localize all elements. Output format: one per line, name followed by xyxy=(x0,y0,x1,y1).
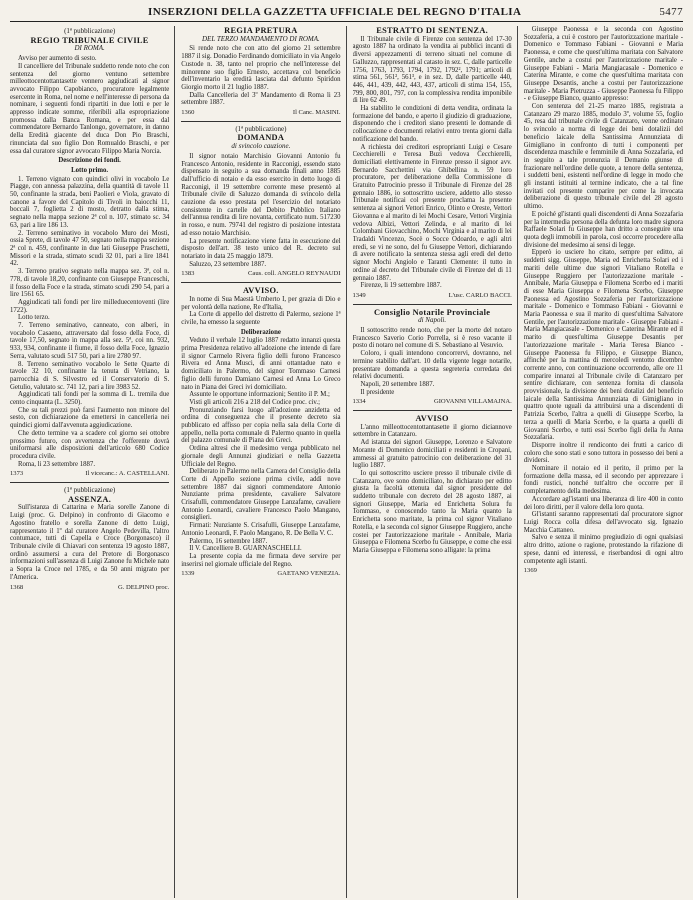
notice-paragraph: Coloro, i quali intendono concorrervi, dovranno, nel termine stabilito dall'art. 10 della vigente legge notarile, presentare domanda a questa segreteria corredata dei relativi documenti. xyxy=(352,350,512,381)
section-divider xyxy=(181,282,340,283)
notice-paragraph: 7. Terreno seminativo, canneato, con alberi, in vocabolo Casaeno, attraversato dal fosso della Foce, di tavole 17,50, segnato in mappa alla sez. 5ª, coi nn. 932, 933, 934, confinante il fiume, il fosso della Foce, Ignazio Serra, valutato scudi 517 50, pari a lire 2780 97. xyxy=(10,322,170,360)
notice-paragraph: Saluzzo, 23 settembre 1887. xyxy=(189,260,267,268)
notice-signature-row xyxy=(353,292,512,300)
notice-paragraph: Nominare il notaio ed il perito, il primo per la formazione della massa, ed il secondo per apprezzare i fondi rustici, nonché tutt'altro che occorre per il completamento della medesima. xyxy=(523,465,683,496)
notice-paragraph: Dalla Cancelleria del 3º Mandamento di Roma li 23 settembre 1887. xyxy=(181,91,341,107)
notice-paragraph: Avviso per aumento di sesto. xyxy=(18,55,97,63)
header-title: INSERZIONI DELLA GAZZETTA UFFICIALE DEL REGNO D'ITALIA xyxy=(148,6,522,18)
section-divider xyxy=(10,482,169,483)
notice xyxy=(181,27,340,117)
notice-paragraph: Accordare agl'istanti una liberanza di lire 400 in conto dei loro diritti, per il valore della loro quota. xyxy=(523,495,683,511)
lot-heading: Lotto primo. xyxy=(71,166,109,174)
notice-paragraph: Napoli, 20 settembre 1887. xyxy=(360,380,435,388)
notice-paragraph: Salvo e senza il minimo pregiudizio di ogni qualsiasi altro dritto, azione o ragione, protestando la rifazione di spese, danni ed interessi, e riserbandosi di ogni altro competente agli istanti. xyxy=(523,534,683,565)
notice-signature-row xyxy=(353,398,512,406)
notice-title: REGIA PRETURA xyxy=(224,26,298,35)
columns-container xyxy=(10,26,683,898)
notice-paragraph: 8. Terreno seminativo vocabolo le Sette Quarte di tavole 32 10, confinante la tenuta di Vetriano, la parrocchia di S. Silvestro ed il Conservatorio di S. Getulio, valutato sc. 741 12, pari a lire 3983 52. xyxy=(10,360,170,391)
notice-subtitle: di Napoli. xyxy=(418,316,447,325)
notice-number: 1373 xyxy=(10,470,24,478)
notice-paragraph: Il Tribunale civile di Firenze con sentenza del 17-30 agosto 1887 ha ordinato la vendita ai pubblici incanti di diversi appezzamenti di terreno situati nel comune di Galluzzo, rappresentati al catasto in sez. C, dalle particelle 1756, 1763, 1793, 1794, 1792, 1792², 1791; articoli di stima 561, 561², 561³, e in sez. D, dalle particelle 440, 446, 441, 439, 442, 443, 437, articoli di stima 154, 155, 799, 800, 801, 797, con la complessiva rendita imponibile di lire 62 49. xyxy=(352,35,512,105)
notice-paragraph: Il signor notaio Marchisio Giovanni Antonio fu Francesco Antonio, residente in Racconigi, essendo stato dispensato in seguito a sua domanda finali anno 1885 dall'ufficio di notaio e da esso esercito in detto luogo di Racconigi, il 19 settembre corrente mese presentò al Tribunale civile di Saluzzo domanda di svincolo della cauzione da esso prestata pel l'esercizio del notariato consistente in cartelle del Debito Pubblico Italiano dell'annua rendita di lire novanta, certificato num. 517230 in rosso, e num. 79741 del registro di posizione intestata ad esso notaio Marchisio. xyxy=(181,152,341,237)
notice-paragraph: Ha stabilito le condizioni di detta vendita, ordinata la formazione del bando, e aperto il giudizio di graduazione, disponendo che i creditori siano presenti le domande di collocazione e documenti relativi entro trenta giorni dalla notificazione del bando. xyxy=(352,105,512,143)
notice xyxy=(181,287,340,578)
notice-paragraph: Il cancelliere del Tribunale suddetto rende noto che con sentenza del giorno ventuno settembre milleottocentottantasette vennero aggiudicati al signor avvocato Filippo Capobianco, procuratore legalmente esercente in Roma, nel nome e nell'interesse di persona da nominare, i seguenti fondi ripartiti in due lotti e per le appresso indicate somme, riferibili alla espropriazione promossa dalla Banca Romana, e per essa dal commendatore Bernardo Tanlongo, governatore, in danno della Eredità giacente del duca Don Pio Braschi, rinunciata dal suo figlio Don Romualdo Braschi, e per essa dal curatore signor avvocato Filippo Maria Norcia. xyxy=(10,62,170,155)
notice-subtitle: DI ROMA. xyxy=(74,44,105,53)
notice-number: 1368 xyxy=(10,583,24,591)
notice-publication-label: (1ª pubblicazione) xyxy=(64,486,116,495)
notice-paragraph: 3. Terreno prativo segnato nella mappa sez. 3ª, col n. 778, di tavole 18,20, confinante con Giuseppe Franceschi, il fosso della Foce e la strada, stimato scudi 290 54, pari a lire 1561 65. xyxy=(10,268,170,299)
notice-signature: GIOVANNI VILLAMAJNA. xyxy=(433,398,512,406)
notice-paragraph: Aggiudicati tali fondi per lire milleduecentoventi (lire 1722). xyxy=(10,298,170,314)
notice-signature: G. DELPINO proc. xyxy=(117,583,170,591)
notice-paragraph: Firenze, li 19 settembre 1887. xyxy=(360,282,442,290)
section-divider xyxy=(353,410,512,411)
notice-number: 1339 xyxy=(181,570,195,578)
notice-title: ASSENZA. xyxy=(68,494,112,504)
notice-paragraph: La presente notificazione viene fatta in esecuzione del disposto dell'art. 38 testo unico del R. decreto sul notariato in data 25 maggio 1879. xyxy=(181,237,341,260)
notice-signature-row xyxy=(524,567,683,575)
notice-paragraph: La presente copia da me firmata deve servire per inserirsi nel giornale ufficiale del Regno. xyxy=(181,553,341,568)
notice-paragraph: Assunte le opportune informazioni; Sentito il P. M.; xyxy=(189,391,330,399)
notice-paragraph: Lotto terzo. xyxy=(18,314,50,322)
notice-paragraph: Il V. Cancelliere B. GUARNASCHELLI. xyxy=(189,545,302,553)
notice-paragraph: 1. Terreno vignato con quindici olivi in vocabolo Le Piagge, con annessa palazzina, della quantità di tavole 11 50, confinante la strada, beni Paolieri e Viola, gravato di canone a favore del Capitolo di Tivoli in baiocchi 11, boccali 7, foglietta 2 di mosto, detratto dalla stima, segnato nella mappa sezione 2ª col n. 107, stimato sc. 34 63, pari a lire 186 13. xyxy=(10,175,170,229)
notice-paragraph: Con sentenza del 21-25 marzo 1885, registrata a Catanzaro 29 marzo 1885, modulo 3º, volume 55, foglio 45, resa dal tribunale civile di Catanzaro, venne ordinato lo svincolo a norma di legge dei beni dotalizii del beneficio laicale della Santissima Annunziata di Gimigliano in confronto di tutti i componenti per discendenza maschile e femminile di Anna Sozzafaria, ed in seguito a tale pronunzia il Demanio giunse di frazionare nell'ordine delle quote, a tenore della sentenza, i suddetti beni, esistenti nell'ordine di legge in modo che gli instanti istituiti al termine indicato, che a tal fine invitati col presente comparire per come la invocata deliberazione di questo tribunale civile del 28 agosto ultimo. xyxy=(523,103,683,211)
notice-signature: Caus. coll. ANGELO REYNAUDI xyxy=(248,270,341,278)
notice-paragraph: Ordina altresì che il medesimo venga pubblicato nel giornale degli Annunzi giudiziari e nella Gazzetta Ufficiale del Regno. xyxy=(181,445,341,468)
notice-number: 1369 xyxy=(523,567,537,575)
notice-signature-row xyxy=(181,570,340,578)
notice-paragraph: Che su tali prezzi può farsi l'aumento non minore del sesto, con dichiarazione da emettersi in cancelleria nei quindici giorni dall'avvenuta aggiudicazione. xyxy=(10,406,170,430)
notice-subheading: Deliberazione xyxy=(240,328,281,336)
notice-number: 1334 xyxy=(352,398,366,406)
notice-paragraph: A richiesta dei creditori esproprianti Luigi e Cesare Cecchierelli e Teresa Buzi vedova Cecchierelli, domiciliati elettivamente in Firenze presso il signor avv. Bernardo Sacchettini via Ghibellina n. 59 loro procuratore, per deliberazione della Commissione di Gratuito Patrocinio presso il Tribunale di Firenze del 28 gennaio 1886, io sottoscritto usciere, addetto allo stesso Tribunale notificai col presente proclama la presente sentenza ai signori Vettori Enrico, Olinto e Oreste, Vettori Giovanna e al marito di lei Mochi Cesare, Vettori Virginia vedova Albizi, Vettori Zelinda, e al marito di lei Colombani Giovacchino, Mochi Virginia e al marito di lei Tradaldi Vincenzo, Socè o Socce Odoardo, e agli altri eredi, se vi ne sono, del fu Giuseppe Vettori, dichiarando di avere notificato la sentenza stessa agli eredi del detto signor Mochi Angiolo e Taranti Clemente: il tutto in ordine al decreto del Tribunale civile di Firenze del di 11 gennaio 1887. xyxy=(352,143,512,282)
notice-paragraph: In nome di Sua Maestà Umberto I, per grazia di Dio e per volontà della nazione, Re d'Italia, xyxy=(181,295,341,311)
notice-title: DOMANDA xyxy=(237,133,285,143)
notice xyxy=(353,309,512,406)
notice-paragraph: Io qui sottoscritto usciere presso il tribunale civile di Catanzaro, ove sono domiciliato, ho dichiarato per editto giusta la facoltà ottenuta dal signor presidente del suddetto tribunale con decreto del 28 agosto 1887, ai signori Giuseppe, Maria ed Enrichetta Solura fu Tommaso, e conoscendo tanto la Maria quanto la Enrichetta sono maritate, la prima col signor Vitaliano Rotella, e la seconda col signor Giuseppe Ruggiero, anche costei per l'autorizzazione maritale - Annibale, Maria Giuseppa e Filomena Scerbo fu Giuseppe, e come che essi Maria Giuseppa e Filomena sono alligate: la prima xyxy=(352,469,512,554)
section-divider xyxy=(353,304,512,305)
notice-paragraph: Visti gli articoli 216 a 218 del Codice proc. civ.; xyxy=(189,398,320,406)
notice-signature: GAETANO VENEZIA. xyxy=(277,570,341,578)
notice-signature-row xyxy=(10,584,169,592)
notice xyxy=(10,487,169,591)
column-3 xyxy=(353,26,518,898)
notice-paragraph: Il presidente xyxy=(360,388,395,396)
notice-title: Consiglio Notarile Provinciale xyxy=(373,307,491,317)
notice-title: AVVISO xyxy=(415,414,449,424)
notice-publication-label: (1ª pubblicazione) xyxy=(235,124,287,133)
notice xyxy=(10,28,169,478)
notice-number: 1349 xyxy=(352,291,366,299)
notice-paragraph: 2. Terreno seminativo in vocabolo Muro dei Mosti, ossia Sprete, di tavole 47 50, segnato nella mappa sezione 2ª col n. 459, confinante in due lati Giuseppe Praschetti, Missori e la strada, stimato scudi 32 01, pari a lire 1841 42. xyxy=(10,229,170,268)
notice-paragraph: L'anno milleottocentottantasette il giorno diciannove settembre in Catanzaro. xyxy=(352,423,512,439)
notice-signature-row xyxy=(181,270,340,278)
notice-signature: Il vicecanc.: A. CASTELLANI. xyxy=(85,470,170,478)
notice-paragraph: Aggiudicati tali fondi per la somma di L. tremila due cento cinquanta (L. 3250). xyxy=(10,391,170,407)
notice-paragraph: Deliberato in Palermo nella Camera del Consiglio della Corte di Appello sezione prima civile, addì nove settembre 1887 dai signori commendatore Antonio Nunziante prima presidente, cavaliere Salvatore Crisafulli, commendatore Giuseppe Lanzafame, cavaliere Antonio Leonardi, cavaliere Francesco Paolo Mangano, consiglieri. xyxy=(181,468,341,522)
section-divider xyxy=(181,121,340,122)
notice-paragraph: Roma, li 23 settembre 1887. xyxy=(18,460,96,468)
notice-subheading: Descrizione dei fondi. xyxy=(58,157,121,165)
notice-title: AVVISO. xyxy=(243,286,279,296)
notice xyxy=(353,415,512,555)
notice-paragraph: Ad istanza dei signori Giuseppe, Lorenzo e Salvatore Morante di Domenico domiciliati e residenti in Cropani, ammessi al gratuito patrocinio con deliberazione del 31 luglio 1887. xyxy=(352,439,512,470)
column-4 xyxy=(524,26,683,898)
notice xyxy=(524,26,683,575)
notice-paragraph: Si rende noto che con atto del giorno 21 settembre 1887 il sig. Donadio Ferdinando domiciliato in via Angelo Custode n. 38, tanto nel proprio che nell'interesse del minorenne suo figlio Ernesto, accettava col beneficio dell'inventario la eredità lasciata dal defunto Spiridon Giorgio morto il 21 luglio 1887. xyxy=(181,45,341,91)
notice-paragraph: Palermo, 16 settembre 1887. xyxy=(189,537,268,545)
notice xyxy=(353,27,512,300)
notice-paragraph: Gl'istanti saranno rappresentati dal procuratore signor Luigi Rocca colla difesa dell'avvocato sig. Ignazio Macchia Cattaneo. xyxy=(523,511,683,534)
notice-paragraph: Disporre inoltre il rendiconto dei frutti a carico di coloro che sono stati e sono tuttora in possesso dei beni a dividersi. xyxy=(523,441,683,465)
notice-signature: Il Canc. MASINI. xyxy=(292,109,341,117)
notice-title: REGIO TRIBUNALE CIVILE xyxy=(30,35,149,45)
notice-paragraph: E poiché gl'istanti quali discendenti di Anna Sozzafaria per la intermedia persona della defunta loro madre signora Raffaele Solari fu Giuseppe han dritto a conseguire una quota degli immobili in parola, così occorre procedere alla divisione del medesimo ai sensi di legge. xyxy=(523,210,683,249)
notice-signature-row xyxy=(181,109,340,117)
notice-number: 1383 xyxy=(181,270,195,278)
notice-paragraph: Firmati: Nunziante S. Crisafulli, Giuseppe Lanzafame, Antonio Leonardi, F. Paolo Mangano, R. De Bella V. C. xyxy=(181,522,341,537)
page-header xyxy=(10,6,683,22)
notice-paragraph: Giuseppe Paonessa e la seconda con Agostino Sozzaferia, a cui è costoro per l'autorizzazione maritale - Domenico e Tommaso Fabiani - Giovanni e Maria Paonessa, e come che quest'ultima maritata con Salvatore Gentile, anche a costui per l'autorizzazione maritale - Giuseppe Fabiani - Maria Mangiacasale - Domenico e Caterina Mirante, e come che quest'ultima maritata con Giuseppe Desantis, anche a costui per l'autorizzazione maritale - Maria Pietruzza - Giuseppe Paonessa fu Filippo - e Giuseppe Bianco, quanto appresso: xyxy=(523,26,683,103)
notice-paragraph: Epperò io usciere ho citato, sempre per editto, ai suddetti sigg. Giuseppe, Maria ed Enrichetta Solari ed i mariti delle ultime due signori Vitaliano Rotella e Giuseppe Ruggiero per l'autorizzazione maritale - Annibale, Maria Giuseppa e Filomena Scerbo ed i mariti di esse Maria Giuseppa e Filomena Scerbo, Giuseppe Paonessa ed Agostino Sozzaferia per l'autorizzazione maritale - Domenico e Tommaso Fabiani - Giovanni e Maria Paonessa e sua il marito di quest'ultima Salvatore Gentile, per l'autorizzazione maritale - Giuseppe Fabiani - Maria Mangiacasale - Domenico e Caterina Mirante ed il marito di quest'ultima Giuseppe Desantis per l'autorizzazione maritale - Maria Teresa Bianco - Giuseppe Paonessa fu Filippo, e Giuseppe Bianco, affinché per la mattina di mercoledì ventotto dicembre corrente anno, con continuazione occorrendo, alle ore 11 comparire innanzi al Tribunale civile di Catanzaro per sentire dichiarare, con sentenza fornita di clausola provvisionale, la divisione dei beni dotalizi del beneficio laicale della Santissima Annunziata di Gimigliano in quattro quote uguali da attribuirsi una a discendenti di Patrizia Scerbo, l'altra a quelli di Giuseppe Scerbo, la terza a quelli di Maria Scerbo, e la quarta a quelli di Giovanni Scerbo, e tutti essi Scerbo figli della fu Anna Sozzafaria. xyxy=(523,249,683,442)
notice-paragraph: La Corte di appello del distretto di Palermo, sezione 1ª civile, ha emesso la seguente xyxy=(181,311,341,326)
notice-paragraph: Il sottoscritto rende noto, che per la morte del notaro Francesco Saverio Corio Porrella, si è reso vacante il posto di notaro nel comune di S. Sebastiano al Vesuvio. xyxy=(352,327,512,350)
notice-paragraph: Sull'istanza di Cattarina e Maria sorelle Zanone di Luigi (proc. G. Delpino) in confronto di Giacomo e Agostino fratello e sorella Zanone di detto Luigi, rappresentato il 1º dal curatore Angelo Pedevilla, l'altro contumace, tutti di Capella e Croce (Borgonasco) il Tribunale civile di Chiavari con sentenza 19 agosto 1887, ordinò assumersi a cura del Pretore di Borgonasco informazioni sull'assenza di Luigi Zanone fu Michele nato a Sopra la Croce nel 1785, e da 50 anni migrato per l'America. xyxy=(10,504,170,581)
notice xyxy=(181,126,340,278)
notice-paragraph: Che detto termine va a scadere col giorno sei ottobre prossimo futuro, con avvertenza che l'offerente dovrà uniformarsi alle disposizioni dell'articolo 680 Codice procedura civile. xyxy=(10,429,170,460)
page-number: 5477 xyxy=(659,6,683,18)
notice-subtitle: DEL TERZO MANDAMENTO DI ROMA. xyxy=(201,34,320,43)
column-2 xyxy=(181,26,346,898)
notice-title: ESTRATTO DI SENTENZA. xyxy=(376,26,489,35)
column-1 xyxy=(10,26,175,898)
notice-signature: L'usc. CARLO BACCI. xyxy=(448,291,512,299)
notice-subtitle: di svincolo cauzione. xyxy=(231,142,291,151)
notice-signature-row xyxy=(10,470,169,478)
notice-publication-label: (1ª pubblicazione) xyxy=(64,27,116,35)
notice-paragraph: Veduto il verbale 12 luglio 1887 redatto innanzi questa prima Presidenza relativo all'adozione che intende di fare il signor Carmelo Rivera figlio delli furono Francesco Rivera ed Anna Musci, di anni ottantadue nato e domiciliato in Palermo, del signor Tommaso Carnesi figlio delli furono Damiano Carnesi ed Anna Lo Greco nato in Piana dei Greci ivi domiciliato. xyxy=(181,337,341,391)
notice-number: 1360 xyxy=(181,109,195,117)
notice-paragraph: Pronunziando farsi luogo all'adozione anzidetta ed ordina di conseguenza che il presente decreto sia pubblicato ed affisso per copia nella sala della Corte di appello, nella porta comunale di Palermo quanto in quella del palazzo comunale di Piana dei Greci. xyxy=(181,406,341,445)
